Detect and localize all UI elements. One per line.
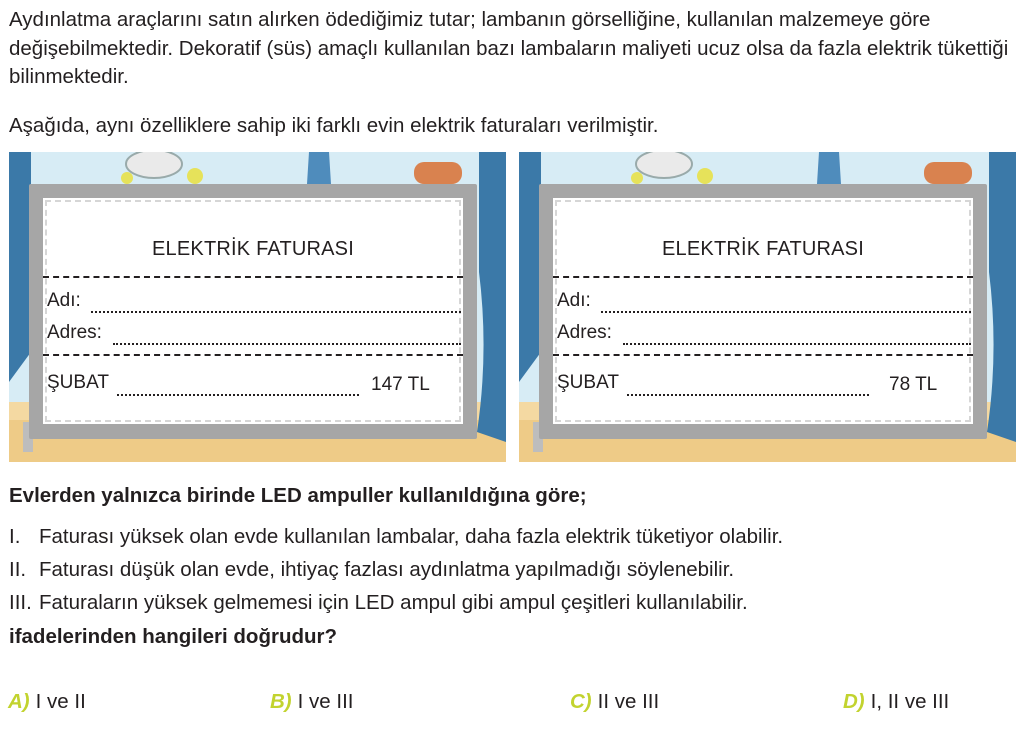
option-text: I ve II (35, 690, 86, 713)
statement-text: Faturaların yüksek gelmemesi için LED ampul gibi ampul çeşitleri kullanılabilir. (39, 591, 748, 614)
electric-bill-2 (539, 184, 987, 439)
address-label: Adres: (557, 322, 612, 343)
name-label: Adı: (557, 290, 591, 311)
electric-bill-1 (29, 184, 477, 439)
divider (43, 354, 463, 356)
statement-text: Faturası yüksek olan evde kullanılan lambalar, daha fazla elektrik tüketiyor olabilir. (39, 525, 784, 548)
option-letter: B) (270, 690, 292, 713)
month-label: ŞUBAT (47, 372, 109, 393)
option-text: II ve III (597, 690, 660, 713)
address-dots (623, 343, 971, 345)
statement-text: Faturası düşük olan evde, ihtiyaç fazlası aydınlatma yapılmadığı söylenebilir. (39, 558, 735, 581)
address-dots (113, 343, 461, 345)
statement-number: II. (9, 558, 27, 581)
option-text: I, II ve III (870, 690, 950, 713)
option-letter: C) (570, 690, 592, 713)
bill-title: ELEKTRİK FATURASI (662, 238, 864, 260)
intro-paragraph: Aydınlatma araçlarını satın alırken ödediğimiz tutar; lambanın görselliğine, kullanılan malzemeye göre değişebilmektedir. Dekoratif (süs) amaçlı kullanılan bazı lambaların maliyeti ucuz olsa da fazla elektrik tükettiği bilinmektedir. (9, 8, 1009, 88)
divider (553, 276, 973, 278)
option-d[interactable] (843, 690, 949, 714)
name-dots (91, 311, 461, 313)
option-a[interactable] (8, 690, 86, 714)
divider (553, 354, 973, 356)
question-prompt: ifadelerinden hangileri doğrudur? (9, 625, 338, 648)
bill-amount: 78 TL (889, 374, 938, 395)
bill-amount: 147 TL (371, 374, 430, 395)
option-letter: A) (8, 690, 30, 713)
bill-paper (553, 198, 973, 424)
statement-number: III. (9, 591, 32, 614)
address-label: Adres: (47, 322, 102, 343)
bill-illustration-2 (519, 152, 1016, 462)
divider (43, 276, 463, 278)
month-dots (627, 394, 869, 396)
question-stem: Evlerden yalnızca birinde LED ampuller kullanıldığına göre; (9, 484, 587, 507)
intro-text (9, 6, 1014, 92)
name-label: Adı: (47, 290, 81, 311)
option-letter: D) (843, 690, 865, 713)
month-dots (117, 394, 359, 396)
name-dots (601, 311, 971, 313)
month-label: ŞUBAT (557, 372, 619, 393)
statement-number: I. (9, 525, 21, 548)
bill-illustration-1 (9, 152, 506, 462)
option-c[interactable] (570, 690, 659, 714)
lead-text: Aşağıda, aynı özelliklere sahip iki farklı evin elektrik faturaları verilmiştir. (9, 114, 659, 137)
option-b[interactable] (270, 690, 353, 714)
bill-title: ELEKTRİK FATURASI (152, 238, 354, 260)
option-text: I ve III (297, 690, 354, 713)
bill-paper (43, 198, 463, 424)
